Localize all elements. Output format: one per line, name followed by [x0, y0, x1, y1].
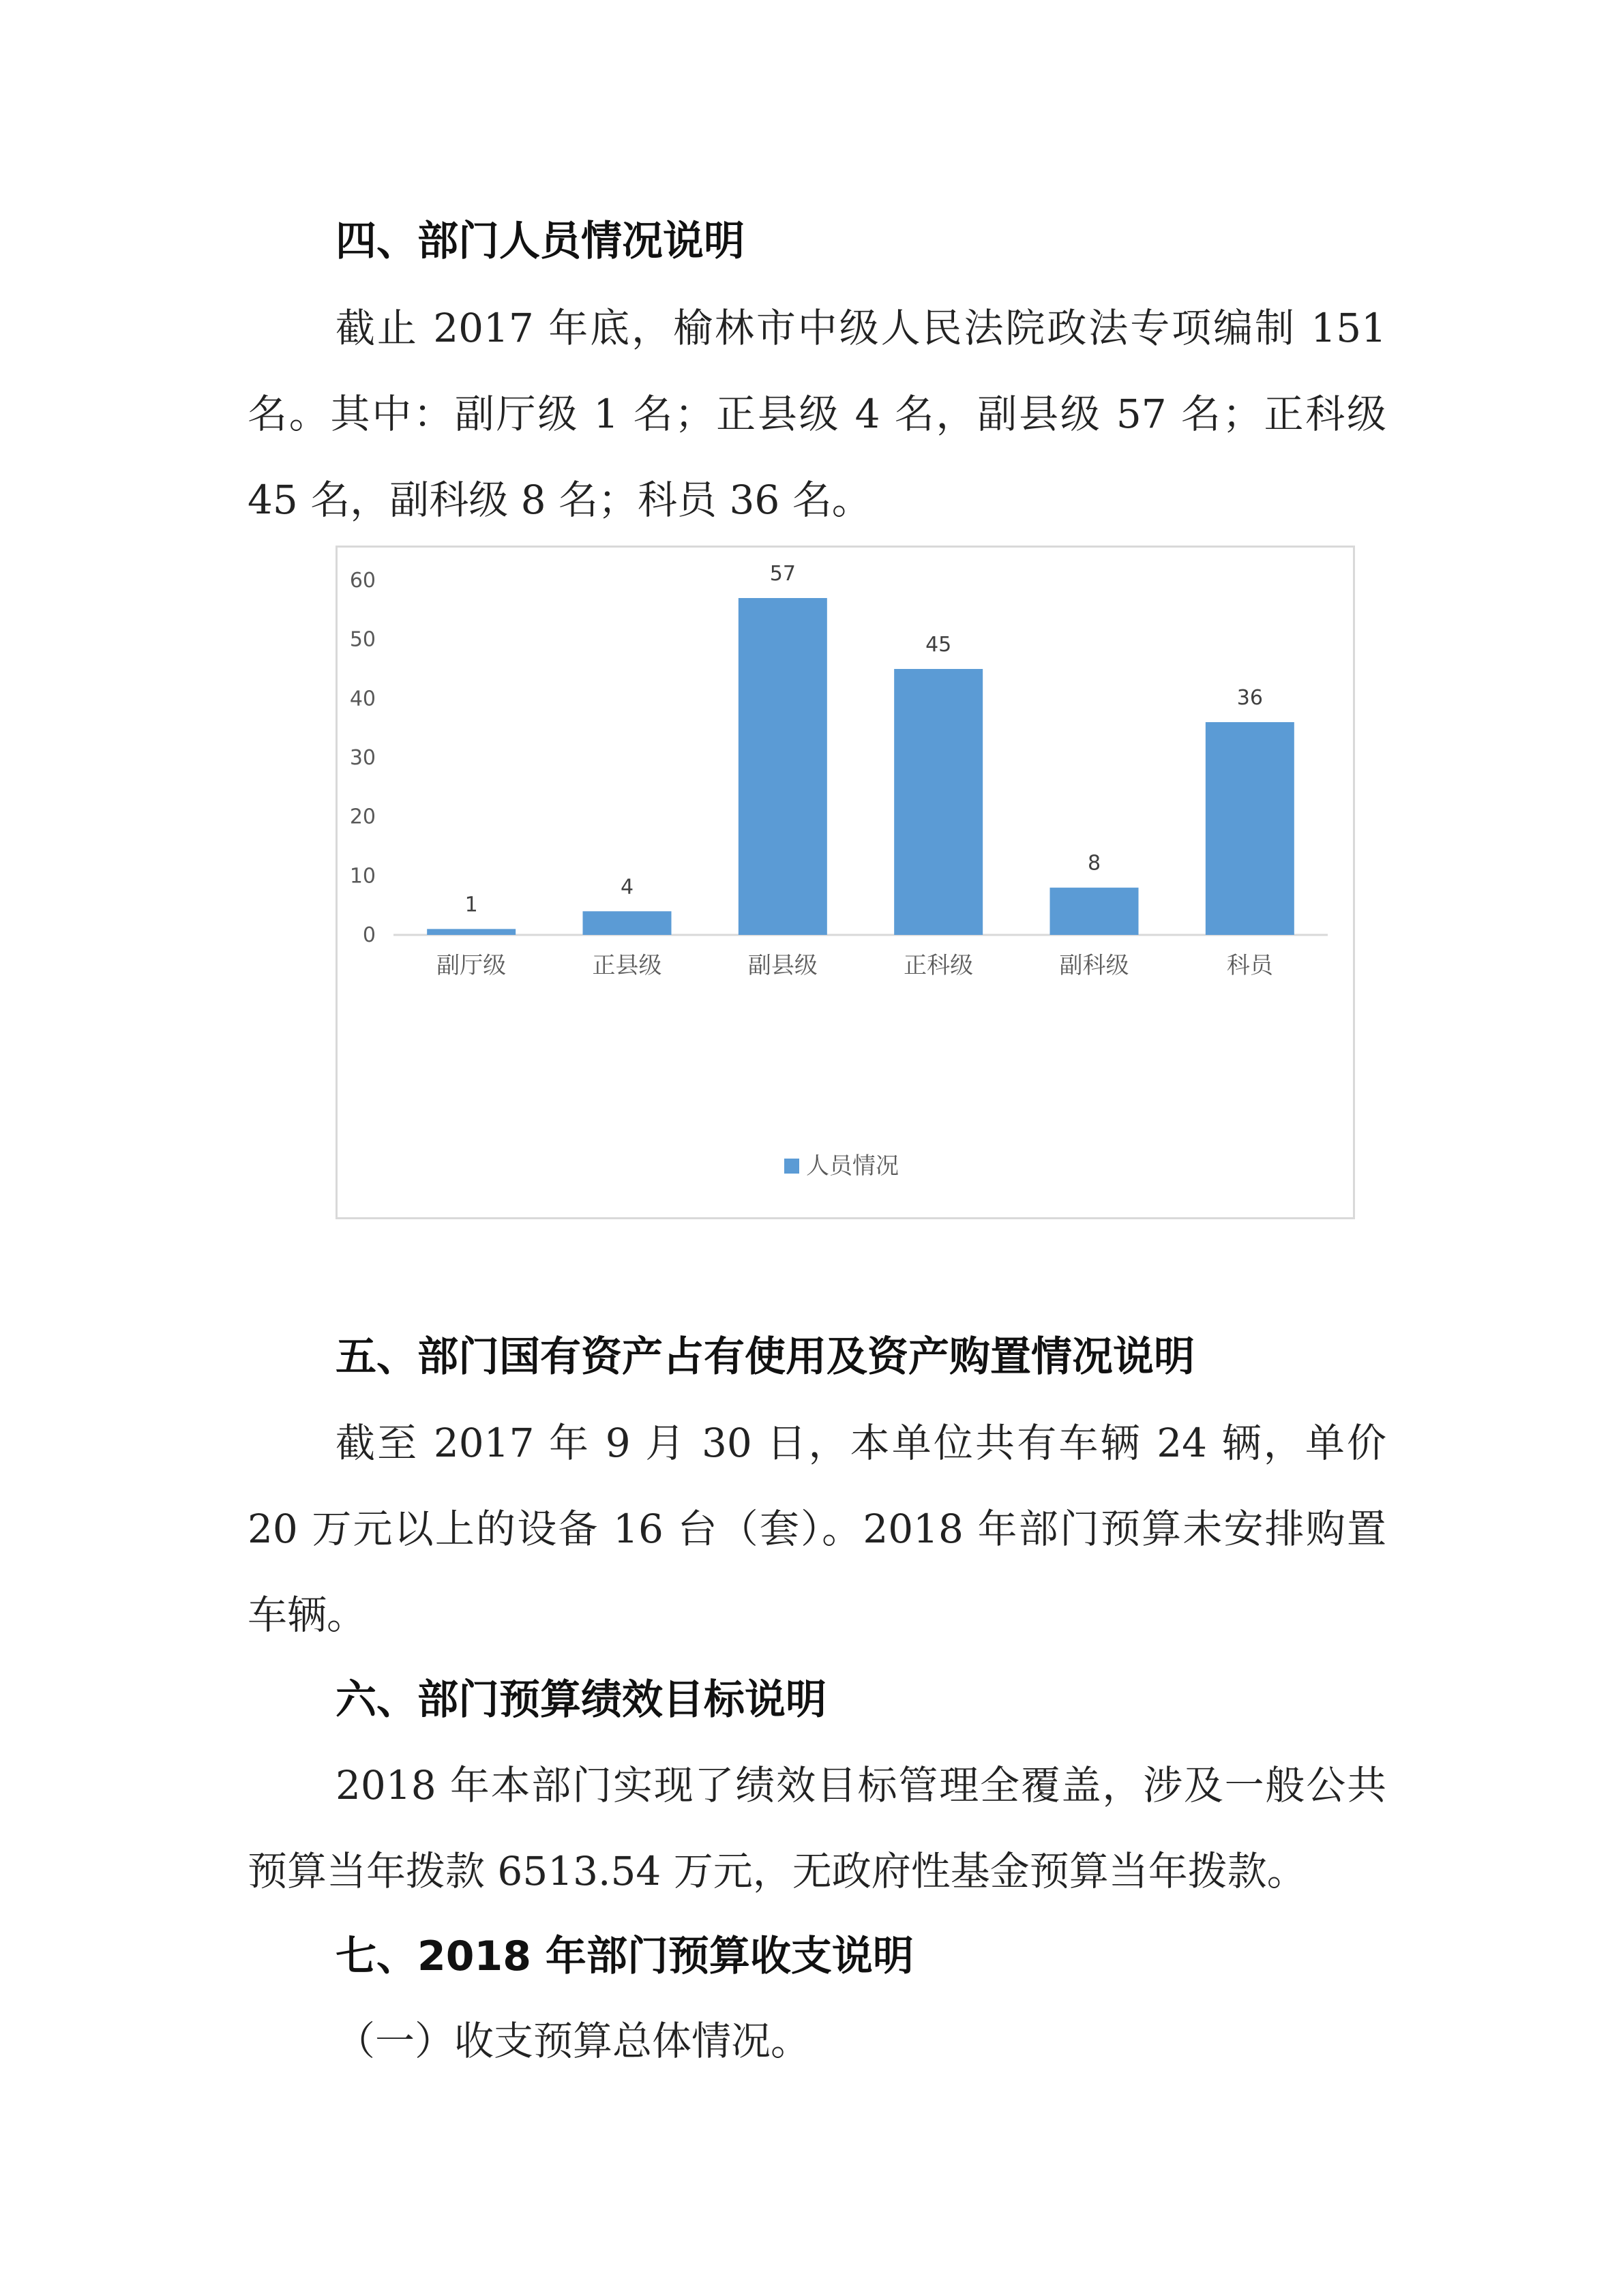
- bar: [894, 669, 983, 935]
- performance-paragraph: 2018 年本部门实现了绩效目标管理全覆盖，涉及一般公共预算当年拨款 6513.54 万元，无政府性基金预算当年拨款。: [248, 1762, 1386, 1894]
- bar: [739, 598, 827, 935]
- legend-label: 人员情况: [806, 1152, 899, 1180]
- y-tick-label: 30: [349, 746, 376, 770]
- y-tick-label: 60: [349, 569, 376, 593]
- category-label: 副科级: [1059, 952, 1129, 979]
- y-tick-label: 50: [349, 627, 376, 652]
- bar-data-label: 1: [464, 893, 478, 917]
- y-tick-label: 20: [349, 805, 376, 829]
- assets-paragraph: 截至 2017 年 9 月 30 日，本单位共有车辆 24 辆，单价 20 万元以上的设备 16 台（套）。2018 年部门预算未安排购置车辆。: [248, 1420, 1386, 1638]
- chart-canvas: [338, 548, 1357, 1221]
- category-label: 副厅级: [436, 952, 507, 979]
- personnel-paragraph: 截止 2017 年底，榆林市中级人民法院政法专项编制 151 名。其中：副厅级 1 名；正县级 4 名，副县级 57 名；正科级 45 名，副科级 8 名；科员 36 名。: [248, 305, 1386, 523]
- y-tick-label: 10: [349, 864, 376, 889]
- legend-swatch: [784, 1159, 799, 1174]
- bar: [583, 911, 672, 935]
- bar-data-label: 36: [1236, 686, 1263, 710]
- bar: [1206, 722, 1294, 935]
- bar: [427, 929, 516, 935]
- bar-data-label: 57: [769, 562, 796, 586]
- personnel-bar-chart: [336, 546, 1355, 1219]
- category-label: 科员: [1226, 952, 1273, 979]
- y-tick-label: 0: [362, 923, 376, 947]
- bar-data-label: 8: [1087, 851, 1101, 876]
- budget-subheading: （一）收支预算总体情况。: [336, 2018, 811, 2064]
- bar-data-label: 45: [925, 633, 952, 657]
- section-heading-budget: 七、2018 年部门预算收支说明: [336, 1933, 914, 1980]
- bar: [1050, 888, 1139, 935]
- category-label: 正科级: [904, 952, 974, 979]
- category-label: 副县级: [747, 952, 818, 979]
- category-label: 正县级: [592, 952, 662, 979]
- y-tick-label: 40: [349, 687, 376, 711]
- section-heading-personnel: 四、部门人员情况说明: [336, 218, 745, 265]
- section-heading-performance: 六、部门预算绩效目标说明: [336, 1676, 827, 1724]
- section-heading-assets: 五、部门国有资产占有使用及资产购置情况说明: [336, 1333, 1195, 1381]
- bar-data-label: 4: [620, 875, 634, 899]
